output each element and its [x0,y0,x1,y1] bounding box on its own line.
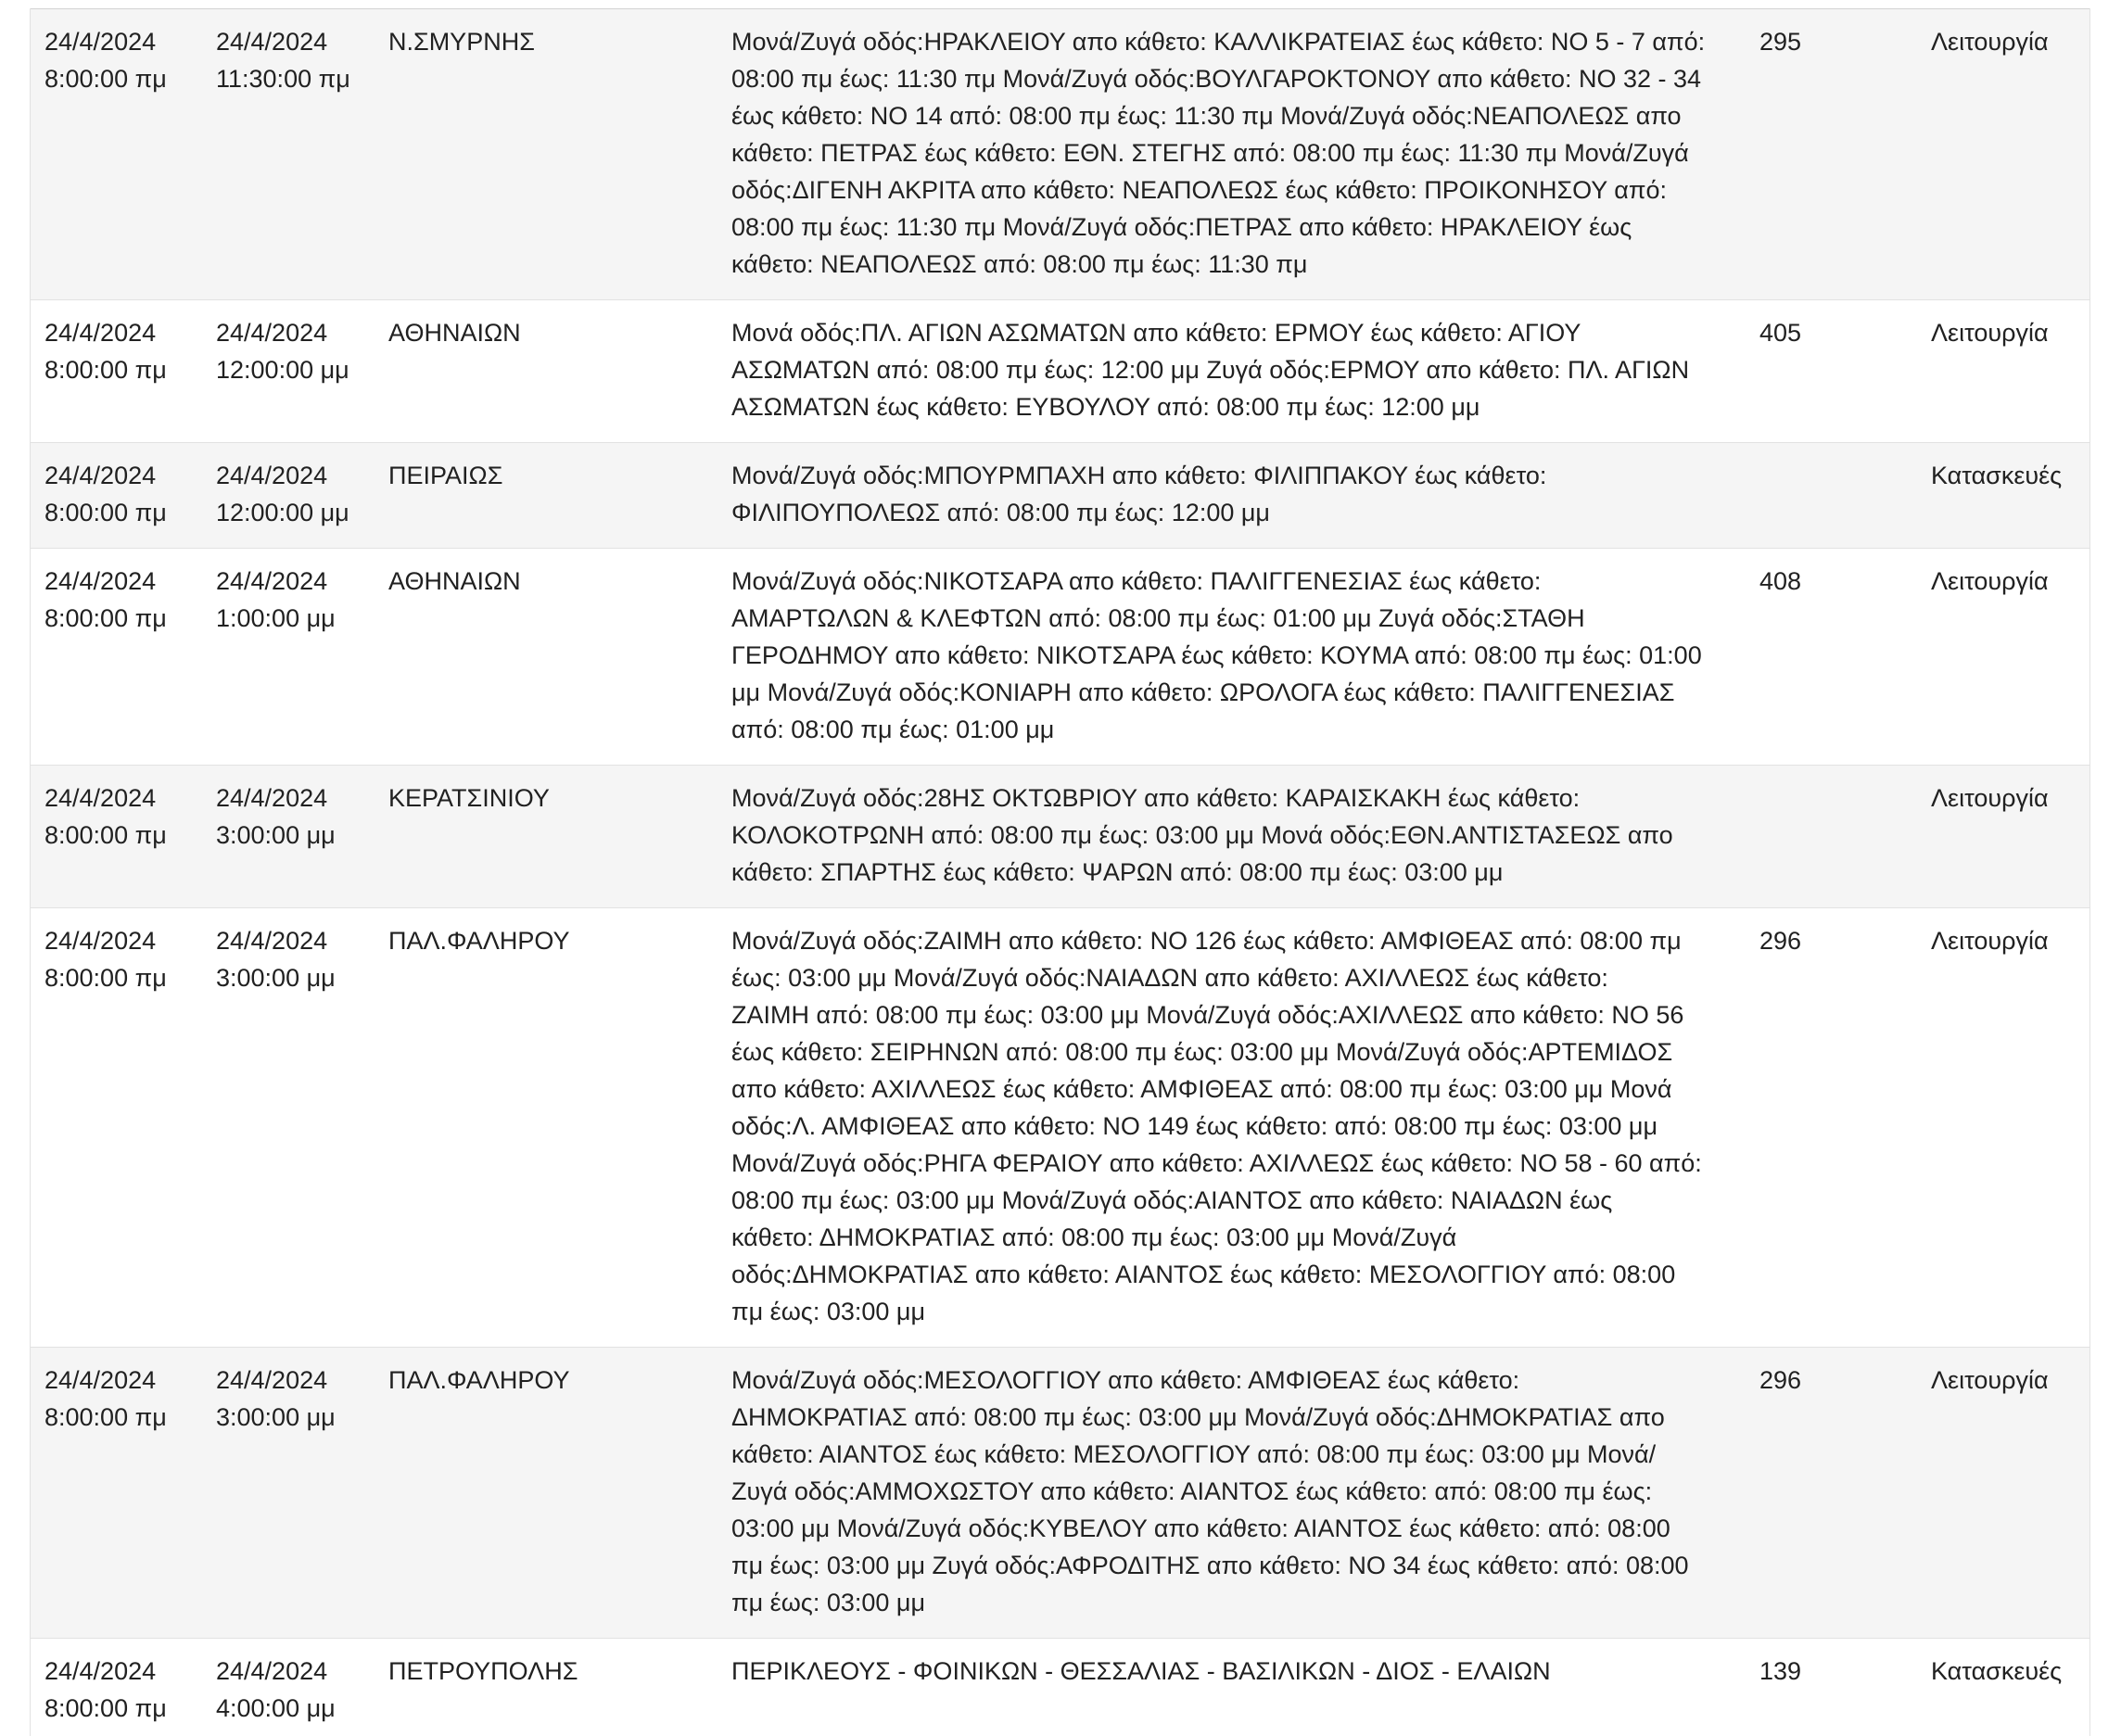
description-line: πμ έως: 03:00 μμ [731,1298,925,1325]
description-line: κάθετο: ΝΕΑΠΟΛΕΩΣ από: 08:00 πμ έως: 11:30 πμ [731,250,1308,278]
description-cell [717,443,1745,549]
number-cell [1745,766,1916,908]
table-left-border [30,8,31,1736]
table-row [30,549,2089,766]
start-datetime-cell: 24/4/2024 8:00:00 πμ [30,908,201,1348]
description-line: ΠΕΡΙΚΛΕΟΥΣ - ΦΟΙΝΙΚΩΝ - ΘΕΣΣΑΛΙΑΣ - ΒΑΣΙΛΙΚΩΝ - ΔΙΟΣ - ΕΛΑΙΩΝ [731,1657,1551,1685]
description-cell [717,549,1745,766]
category-cell: Λειτουργία [1916,9,2089,300]
municipality-cell: ΑΘΗΝΑΙΩΝ [374,549,717,766]
municipality-cell: ΠΕΙΡΑΙΩΣ [374,443,717,549]
description-line: Μονά/Ζυγά οδός:ΜΠΟΥΡΜΠΑΧΗ απο κάθετο: ΦΙΛΙΠΠΑΚΟΥ έως κάθετο: [731,462,1547,489]
category-cell: Κατασκευές [1916,1639,2089,1731]
road-closures-table [30,9,2089,1730]
category-cell: Λειτουργία [1916,908,2089,1348]
municipality-cell: Ν.ΣΜΥΡΝΗΣ [374,9,717,300]
description-cell [717,766,1745,908]
description-line: πμ έως: 03:00 μμ [731,1589,925,1616]
description-line: οδός:Λ. ΑΜΦΙΘΕΑΣ απο κάθετο: ΝΟ 149 έως κάθετο: από: 08:00 πμ έως: 03:00 μμ [731,1112,1658,1140]
start-datetime-cell: 24/4/2024 8:00:00 πμ [30,549,201,766]
description-cell [717,1639,1745,1731]
description-cell [717,300,1745,443]
end-datetime-cell: 24/4/2024 3:00:00 μμ [201,766,374,908]
number-cell: 405 [1745,300,1916,443]
end-datetime-cell: 24/4/2024 1:00:00 μμ [201,549,374,766]
category-cell: Κατασκευές [1916,443,2089,549]
start-datetime-cell: 24/4/2024 8:00:00 πμ [30,1639,201,1731]
description-line: έως: 03:00 μμ Μονά/Ζυγά οδός:ΝΑΙΑΔΩΝ απο κάθετο: ΑΧΙΛΛΕΩΣ έως κάθετο: [731,964,1608,992]
start-datetime-cell: 24/4/2024 8:00:00 πμ [30,300,201,443]
category-cell: Λειτουργία [1916,300,2089,443]
number-cell: 296 [1745,1348,1916,1639]
municipality-cell: ΠΑΛ.ΦΑΛΗΡΟΥ [374,1348,717,1639]
description-line: 08:00 πμ έως: 11:30 πμ Μονά/Ζυγά οδός:ΒΟΥΛΓΑΡΟΚΤΟΝΟΥ απο κάθετο: ΝΟ 32 - 34 [731,65,1702,93]
description-cell [717,9,1745,300]
description-line: κάθετο: ΣΠΑΡΤΗΣ έως κάθετο: ΨΑΡΩΝ από: 08:00 πμ έως: 03:00 μμ [731,858,1504,886]
table-row [30,1639,2089,1731]
description-line: ΖΑΙΜΗ από: 08:00 πμ έως: 03:00 μμ Μονά/Ζυγά οδός:ΑΧΙΛΛΕΩΣ απο κάθετο: ΝΟ 56 [731,1001,1684,1029]
description-line: ΑΜΑΡΤΩΛΩΝ & ΚΛΕΦΤΩΝ από: 08:00 πμ έως: 01:00 μμ Ζυγά οδός:ΣΤΑΘΗ [731,604,1585,632]
category-cell: Λειτουργία [1916,549,2089,766]
number-cell [1745,443,1916,549]
start-datetime-cell: 24/4/2024 8:00:00 πμ [30,9,201,300]
municipality-cell: ΚΕΡΑΤΣΙΝΙΟΥ [374,766,717,908]
table-row [30,443,2089,549]
description-line: οδός:ΔΗΜΟΚΡΑΤΙΑΣ απο κάθετο: ΑΙΑΝΤΟΣ έως κάθετο: ΜΕΣΟΛΟΓΓΙΟΥ από: 08:00 [731,1261,1676,1288]
description-line: Μονά οδός:ΠΛ. ΑΓΙΩΝ ΑΣΩΜΑΤΩΝ απο κάθετο: ΕΡΜΟΥ έως κάθετο: ΑΓΙΟΥ [731,319,1581,347]
description-line: Μονά/Ζυγά οδός:ΖΑΙΜΗ απο κάθετο: ΝΟ 126 έως κάθετο: ΑΜΦΙΘΕΑΣ από: 08:00 πμ [731,927,1682,955]
municipality-cell: ΑΘΗΝΑΙΩΝ [374,300,717,443]
description-line: Μονά/Ζυγά οδός:28ΗΣ ΟΚΤΩΒΡΙΟΥ απο κάθετο: ΚΑΡΑΙΣΚΑΚΗ έως κάθετο: [731,784,1581,812]
description-line: Μονά/Ζυγά οδός:ΡΗΓΑ ΦΕΡΑΙΟΥ απο κάθετο: ΑΧΙΛΛΕΩΣ έως κάθετο: ΝΟ 58 - 60 από: [731,1149,1702,1177]
category-cell: Λειτουργία [1916,766,2089,908]
end-datetime-cell: 24/4/2024 12:00:00 μμ [201,300,374,443]
description-line: Μονά/Ζυγά οδός:ΜΕΣΟΛΟΓΓΙΟΥ απο κάθετο: ΑΜΦΙΘΕΑΣ έως κάθετο: [731,1366,1520,1394]
description-line: 08:00 πμ έως: 11:30 πμ Μονά/Ζυγά οδός:ΠΕΤΡΑΣ απο κάθετο: ΗΡΑΚΛΕΙΟΥ έως [731,213,1632,241]
start-datetime-cell: 24/4/2024 8:00:00 πμ [30,1348,201,1639]
end-datetime-cell: 24/4/2024 3:00:00 μμ [201,1348,374,1639]
start-datetime-cell: 24/4/2024 8:00:00 πμ [30,443,201,549]
description-line: απο κάθετο: ΑΧΙΛΛΕΩΣ έως κάθετο: ΑΜΦΙΘΕΑΣ από: 08:00 πμ έως: 03:00 μμ Μονά [731,1075,1672,1103]
description-line: 08:00 πμ έως: 03:00 μμ Μονά/Ζυγά οδός:ΑΙΑΝΤΟΣ απο κάθετο: ΝΑΙΑΔΩΝ έως [731,1186,1613,1214]
description-line: κάθετο: ΑΙΑΝΤΟΣ έως κάθετο: ΜΕΣΟΛΟΓΓΙΟΥ από: 08:00 πμ έως: 03:00 μμ Μονά/ [731,1440,1657,1468]
table-top-border [30,8,2090,9]
number-cell: 296 [1745,908,1916,1348]
description-line: Μονά/Ζυγά οδός:ΝΙΚΟΤΣΑΡΑ απο κάθετο: ΠΑΛΙΓΓΕΝΕΣΙΑΣ έως κάθετο: [731,567,1542,595]
table-row [30,908,2089,1348]
description-line: 03:00 μμ Μονά/Ζυγά οδός:ΚΥΒΕΛΟΥ απο κάθετο: ΑΙΑΝΤΟΣ έως κάθετο: από: 08:00 [731,1514,1670,1542]
end-datetime-cell: 24/4/2024 3:00:00 μμ [201,908,374,1348]
category-cell: Λειτουργία [1916,1348,2089,1639]
description-line: Μονά/Ζυγά οδός:ΗΡΑΚΛΕΙΟΥ απο κάθετο: ΚΑΛΛΙΚΡΑΤΕΙΑΣ έως κάθετο: ΝΟ 5 - 7 από: [731,28,1706,56]
end-datetime-cell: 24/4/2024 11:30:00 πμ [201,9,374,300]
description-line: από: 08:00 πμ έως: 01:00 μμ [731,716,1055,743]
description-line: πμ έως: 03:00 μμ Ζυγά οδός:ΑΦΡΟΔΙΤΗΣ απο κάθετο: ΝΟ 34 έως κάθετο: από: 08:00 [731,1552,1689,1579]
table-row [30,766,2089,908]
description-line: ΓΕΡΟΔΗΜΟΥ απο κάθετο: ΝΙΚΟΤΣΑΡΑ έως κάθετο: ΚΟΥΜΑ από: 08:00 πμ έως: 01:00 [731,641,1702,669]
municipality-cell: ΠΑΛ.ΦΑΛΗΡΟΥ [374,908,717,1348]
description-line: ΑΣΩΜΑΤΩΝ έως κάθετο: ΕΥΒΟΥΛΟΥ από: 08:00 πμ έως: 12:00 μμ [731,393,1480,421]
description-line: έως κάθετο: ΝΟ 14 από: 08:00 πμ έως: 11:30 πμ Μονά/Ζυγά οδός:ΝΕΑΠΟΛΕΩΣ απο [731,102,1682,130]
start-datetime-cell: 24/4/2024 8:00:00 πμ [30,766,201,908]
table-row [30,9,2089,300]
description-line: οδός:ΔΙΓΕΝΗ ΑΚΡΙΤΑ απο κάθετο: ΝΕΑΠΟΛΕΩΣ έως κάθετο: ΠΡΟΙΚΟΝΗΣΟΥ από: [731,176,1668,204]
end-datetime-cell: 24/4/2024 4:00:00 μμ [201,1639,374,1731]
description-cell [717,908,1745,1348]
number-cell: 295 [1745,9,1916,300]
description-line: έως κάθετο: ΣΕΙΡΗΝΩΝ από: 08:00 πμ έως: 03:00 μμ Μονά/Ζυγά οδός:ΑΡΤΕΜΙΔΟΣ [731,1038,1673,1066]
description-line: ΦΙΛΙΠΟΥΠΟΛΕΩΣ από: 08:00 πμ έως: 12:00 μμ [731,499,1270,526]
description-line: ΔΗΜΟΚΡΑΤΙΑΣ από: 08:00 πμ έως: 03:00 μμ Μονά/Ζυγά οδός:ΔΗΜΟΚΡΑΤΙΑΣ απο [731,1403,1665,1431]
description-line: μμ Μονά/Ζυγά οδός:ΚΟΝΙΑΡΗ απο κάθετο: ΩΡΟΛΟΓΑ έως κάθετο: ΠΑΛΙΓΓΕΝΕΣΙΑΣ [731,678,1675,706]
description-line: ΚΟΛΟΚΟΤΡΩΝΗ από: 08:00 πμ έως: 03:00 μμ Μονά οδός:ΕΘΝ.ΑΝΤΙΣΤΑΣΕΩΣ απο [731,821,1673,849]
description-line: κάθετο: ΔΗΜΟΚΡΑΤΙΑΣ από: 08:00 πμ έως: 03:00 μμ Μονά/Ζυγά [731,1223,1457,1251]
table-row [30,300,2089,443]
end-datetime-cell: 24/4/2024 12:00:00 μμ [201,443,374,549]
table-row [30,1348,2089,1639]
number-cell: 139 [1745,1639,1916,1731]
description-line: κάθετο: ΠΕΤΡΑΣ έως κάθετο: ΕΘΝ. ΣΤΕΓΗΣ από: 08:00 πμ έως: 11:30 πμ Μονά/Ζυγά [731,139,1689,167]
number-cell: 408 [1745,549,1916,766]
description-cell [717,1348,1745,1639]
description-line: ΑΣΩΜΑΤΩΝ από: 08:00 πμ έως: 12:00 μμ Ζυγά οδός:ΕΡΜΟΥ απο κάθετο: ΠΛ. ΑΓΙΩΝ [731,356,1690,384]
municipality-cell: ΠΕΤΡΟΥΠΟΛΗΣ [374,1639,717,1731]
description-line: Ζυγά οδός:ΑΜΜΟΧΩΣΤΟΥ απο κάθετο: ΑΙΑΝΤΟΣ έως κάθετο: από: 08:00 πμ έως: [731,1477,1653,1505]
table-right-border [2089,8,2090,1736]
